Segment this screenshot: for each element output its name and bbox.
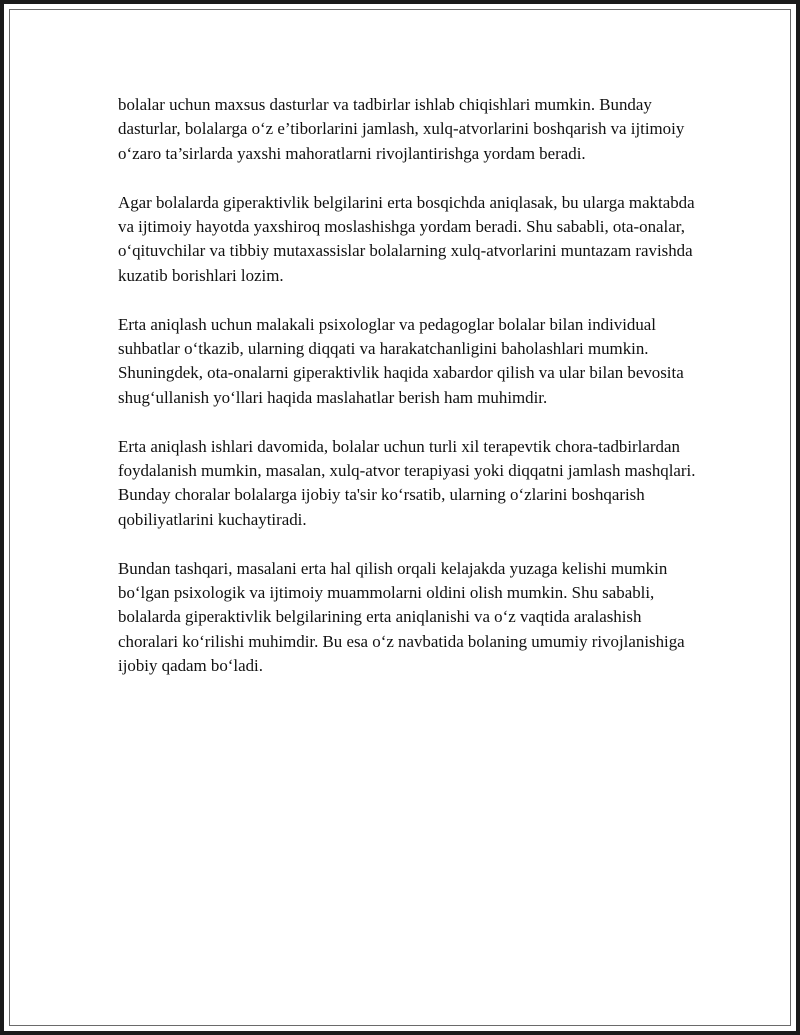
paragraph-5: Bundan tashqari, masalani erta hal qilish orqali kelajakda yuzaga kelishi mumkin bo‘lgan psixologik va ijtimoiy muammolarni oldini olish mumkin. Shu sababli, bolalarda giperaktivlik belgilarining erta aniqlanishi va o‘z vaqtida aralashish choralari ko‘rilishi muhimdir. Bu esa o‘z navbatida bolaning umumiy rivojlanishiga ijobiy qadam bo‘ladi. <box>118 558 685 676</box>
paragraph-2: Agar bolalarda giperaktivlik belgilarini erta bosqichda aniqlasak, bu ularga maktabda va ijtimoiy hayotda yaxshiroq moslashishga yordam beradi. Shu sababli, ota-onalar, o‘qituvchilar va tibbiy mutaxassislar bolalarning xulq-atvorlarini muntazam ravishda kuzatib borishlari lozim. <box>118 192 695 285</box>
document-body <box>118 93 698 703</box>
paragraph-1: bolalar uchun maxsus dasturlar va tadbirlar ishlab chiqishlari mumkin. Bunday dasturlar, bolalarga o‘z e’tiborlarini jamlash, xulq-atvorlarini boshqarish va ijtimoiy o‘zaro ta’sirlarda yaxshi mahoratlarni rivojlantirishga yordam beradi. <box>118 95 685 163</box>
paragraph-4: Erta aniqlash ishlari davomida, bolalar uchun turli xil terapevtik chora-tadbirlardan foydalanish mumkin, masalan, xulq-atvor terapiyasi yoki diqqatni jamlash mashqlari. Bunday choralar bolalarga ijobiy ta'sir ko‘rsatib, ularning o‘zlarini boshqarish qobiliyatlarini kuchaytiradi. <box>118 436 696 529</box>
paragraph-3: Erta aniqlash uchun malakali psixologlar va pedagoglar bolalar bilan individual suhbatlar o‘tkazib, ularning diqqati va harakatchanligini baholashlari mumkin. Shuningdek, ota-onalarni giperaktivlik haqida xabardor qilish va ular bilan bevosita shug‘ullanish yo‘llari haqida maslahatlar berish ham muhimdir. <box>118 314 684 407</box>
